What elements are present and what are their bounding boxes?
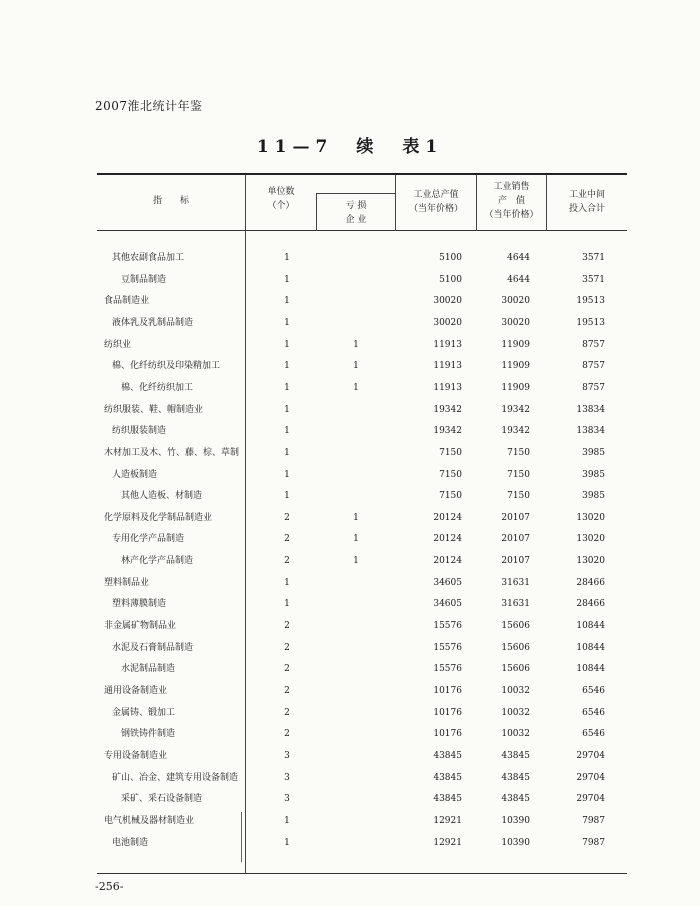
cell-gross-output: 30020 [433,317,462,328]
cell-loss-enterprises: 1 [353,512,359,523]
table-row [0,251,700,265]
header-bottom-rule [97,230,627,231]
cell-gross-output: 7150 [439,447,462,458]
cell-sales-output: 15606 [501,664,530,675]
cell-sales-output: 10390 [501,815,530,826]
cell-intermediate-input: 19513 [576,317,605,328]
table-row [0,294,700,308]
cell-sales-output: 10032 [501,707,530,718]
row-label: 林产化学产品制造 [121,556,194,567]
cell-units: 2 [284,534,290,545]
table-row [0,684,700,698]
cell-units: 2 [284,621,290,632]
cell-gross-output: 15576 [433,621,462,632]
cell-gross-output: 19342 [433,404,462,415]
cell-intermediate-input: 3985 [582,447,605,458]
cell-intermediate-input: 13020 [576,556,605,567]
cell-units: 1 [284,274,290,285]
cell-gross-output: 10176 [433,686,462,696]
cell-sales-output: 7150 [507,447,530,458]
cell-units: 1 [284,491,290,502]
cell-intermediate-input: 7987 [582,815,605,826]
cell-sales-output: 7150 [507,491,530,502]
row-label: 专用设备制造业 [104,750,168,761]
table-row [0,771,700,785]
table-row [0,446,700,460]
cell-gross-output: 11913 [433,382,462,393]
table-row [0,576,700,590]
cell-gross-output: 10176 [433,707,462,718]
cell-sales-output: 20107 [501,556,530,567]
cell-sales-output: 10032 [501,686,530,696]
table-row [0,814,700,828]
row-label: 豆制品制造 [121,274,167,285]
row-label: 人造板制造 [112,469,158,480]
cell-intermediate-input: 8757 [582,339,605,350]
cell-units: 1 [284,426,290,437]
row-label: 棉、化纤纺织及印染精加工 [112,361,221,372]
row-label: 纺织业 [104,339,132,350]
cell-intermediate-input: 3985 [582,469,605,480]
header-units: 单位数 （个） [267,187,295,211]
table-row [0,273,700,287]
row-label: 电气机械及器材制造业 [104,815,195,826]
cell-sales-output: 19342 [501,426,530,437]
cell-gross-output: 5100 [439,253,462,263]
row-label: 电池制造 [112,837,149,848]
row-label: 采矿、采石设备制造 [121,794,203,805]
cell-units: 1 [284,382,290,393]
row-label: 水泥制品制造 [121,664,176,675]
table-row [0,749,700,763]
cell-gross-output: 15576 [433,642,462,653]
cell-loss-enterprises: 1 [353,556,359,567]
cell-sales-output: 11909 [501,339,530,350]
table-row [0,338,700,352]
cell-intermediate-input: 29704 [576,794,605,805]
row-label: 其他人造板、材制造 [121,491,203,502]
cell-sales-output: 7150 [507,469,530,480]
cell-gross-output: 34605 [433,577,462,588]
cell-gross-output: 15576 [433,664,462,675]
cell-loss-enterprises: 1 [353,339,359,350]
cell-intermediate-input: 10844 [576,621,605,632]
cell-units: 1 [284,447,290,458]
cell-units: 1 [284,815,290,826]
cell-intermediate-input: 29704 [576,772,605,783]
cell-sales-output: 31631 [501,599,530,610]
table-row [0,424,700,438]
table-row [0,403,700,417]
cell-intermediate-input: 13020 [576,512,605,523]
table-row [0,641,700,655]
cell-gross-output: 7150 [439,491,462,502]
cell-intermediate-input: 19513 [576,296,605,307]
cell-gross-output: 7150 [439,469,462,480]
header-intermediate-input: 工业中间 投入合计 [568,190,605,214]
cell-units: 2 [284,686,290,696]
cell-intermediate-input: 3571 [582,274,605,285]
cell-gross-output: 11913 [433,339,462,350]
table-row [0,792,700,806]
cell-units: 1 [284,339,290,350]
cell-gross-output: 12921 [433,815,462,826]
cell-sales-output: 10032 [501,729,530,740]
cell-gross-output: 30020 [433,296,462,307]
cell-gross-output: 43845 [433,772,462,783]
table-row [0,597,700,611]
cell-sales-output: 30020 [501,317,530,328]
table-row [0,359,700,373]
table-top-rule [97,173,627,175]
header-sales-output: 工业销售 产 值 （当年价格） [484,182,539,220]
cell-sales-output: 19342 [501,404,530,415]
table-row [0,706,700,720]
cell-units: 1 [284,361,290,372]
row-label: 水泥及石膏制品制造 [112,642,194,653]
cell-intermediate-input: 29704 [576,750,605,761]
row-label: 塑料薄膜制造 [112,599,167,610]
row-label: 食品制造业 [104,296,150,307]
row-label: 专用化学产品制造 [112,534,185,545]
table-row [0,662,700,676]
table-row [0,489,700,503]
cell-gross-output: 5100 [439,274,462,285]
cell-units: 2 [284,729,290,740]
cell-sales-output: 15606 [501,642,530,653]
row-label: 液体乳及乳制品制造 [112,317,194,328]
cell-units: 1 [284,317,290,328]
cell-sales-output: 20107 [501,512,530,523]
cell-sales-output: 43845 [501,772,530,783]
row-label: 纺织服装制造 [112,426,167,437]
cell-intermediate-input: 3571 [582,253,605,263]
cell-units: 2 [284,642,290,653]
row-label: 纺织服装、鞋、帽制造业 [104,404,204,415]
cell-intermediate-input: 10844 [576,642,605,653]
cell-sales-output: 30020 [501,296,530,307]
cell-units: 3 [284,794,290,805]
cell-units: 1 [284,837,290,848]
cell-units: 2 [284,556,290,567]
cell-loss-enterprises: 1 [353,361,359,372]
table-title: 11—7 续 表1 [256,137,444,157]
cell-sales-output: 10390 [501,837,530,848]
cell-gross-output: 43845 [433,750,462,761]
cell-loss-enterprises: 1 [353,534,359,545]
cell-intermediate-input: 13020 [576,534,605,545]
cell-gross-output: 20124 [433,534,462,545]
cell-units: 2 [284,707,290,718]
cell-units: 1 [284,296,290,307]
cell-sales-output: 4644 [507,253,530,263]
table-row [0,511,700,525]
cell-gross-output: 34605 [433,599,462,610]
cell-intermediate-input: 6546 [582,707,605,718]
row-label: 矿山、冶金、建筑专用设备制造 [112,772,239,783]
cell-intermediate-input: 10844 [576,664,605,675]
row-label: 非金属矿物制品业 [104,621,177,632]
cell-sales-output: 43845 [501,794,530,805]
table-row [0,468,700,482]
cell-gross-output: 11913 [433,361,462,372]
table-bottom-rule [97,873,627,874]
cell-intermediate-input: 6546 [582,729,605,740]
cell-sales-output: 11909 [501,382,530,393]
cell-sales-output: 31631 [501,577,530,588]
row-label: 木材加工及木、竹、藤、棕、草制 [104,447,240,458]
row-label: 塑料制品业 [104,577,150,588]
subheader-rule [316,193,395,194]
row-label: 通用设备制造业 [104,686,168,696]
cell-intermediate-input: 7987 [582,837,605,848]
row-label: 金属铸、锻加工 [112,707,176,718]
cell-gross-output: 20124 [433,512,462,523]
table-row [0,381,700,395]
header-indicator: 指 标 [152,196,189,206]
cell-units: 1 [284,469,290,480]
cell-gross-output: 19342 [433,426,462,437]
row-label: 钢铁铸件制造 [121,729,176,740]
cell-gross-output: 10176 [433,729,462,740]
cell-gross-output: 43845 [433,794,462,805]
cell-sales-output: 15606 [501,621,530,632]
cell-units: 1 [284,253,290,263]
cell-intermediate-input: 6546 [582,686,605,696]
cell-loss-enterprises: 1 [353,382,359,393]
table-row [0,316,700,330]
cell-gross-output: 20124 [433,556,462,567]
cell-units: 1 [284,577,290,588]
row-label: 其他农副食品加工 [112,253,185,263]
cell-sales-output: 4644 [507,274,530,285]
yearbook-title: 2007淮北统计年鉴 [95,99,203,113]
cell-units: 1 [284,599,290,610]
cell-units: 3 [284,772,290,783]
cell-intermediate-input: 28466 [576,599,605,610]
header-gross-output: 工业总产值 （当年价格） [408,190,463,214]
cell-units: 3 [284,750,290,761]
header-loss-enterprises: 亏 损 企 业 [345,201,367,225]
cell-intermediate-input: 3985 [582,491,605,502]
cell-sales-output: 11909 [501,361,530,372]
cell-units: 2 [284,512,290,523]
cell-intermediate-input: 13834 [576,404,605,415]
cell-gross-output: 12921 [433,837,462,848]
cell-intermediate-input: 8757 [582,382,605,393]
table-row [0,554,700,568]
cell-intermediate-input: 8757 [582,361,605,372]
cell-sales-output: 43845 [501,750,530,761]
row-label: 化学原料及化学制品制造业 [104,512,213,523]
cell-intermediate-input: 28466 [576,577,605,588]
cell-sales-output: 20107 [501,534,530,545]
cell-units: 2 [284,664,290,675]
page-number: -256- [95,880,124,893]
row-label: 棉、化纤纺织加工 [121,382,194,393]
cell-intermediate-input: 13834 [576,426,605,437]
table-row [0,619,700,633]
table-row [0,836,700,850]
table-row [0,532,700,546]
cell-units: 1 [284,404,290,415]
table-row [0,727,700,741]
